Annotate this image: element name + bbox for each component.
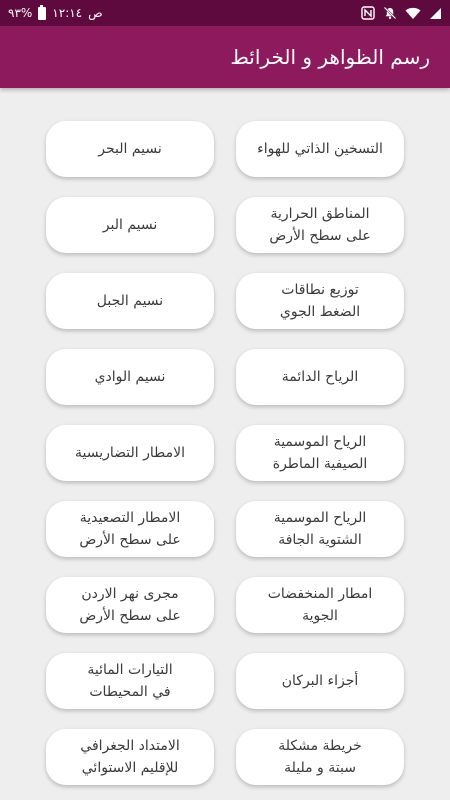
topic-button-r4[interactable]: الرياح الدائمة	[236, 349, 404, 405]
app-bar	[0, 26, 450, 88]
topic-button-r7[interactable]: امطار المنخفضات الجوية	[236, 577, 404, 633]
topic-button-r9[interactable]: خريطة مشكلة سبتة و مليلة	[236, 729, 404, 785]
topic-button-r5[interactable]: الرياح الموسمية الصيفية الماطرة	[236, 425, 404, 481]
topic-button-l8[interactable]: التيارات المائية في المحيطات	[46, 653, 214, 709]
battery-percent: %٩٣	[8, 6, 33, 20]
signal-icon	[429, 7, 442, 20]
topic-button-l2[interactable]: نسيم البر	[46, 197, 214, 253]
topic-button-r1[interactable]: التسخين الذاتي للهواء	[236, 121, 404, 177]
topic-button-l5[interactable]: الامطار التضاريسية	[46, 425, 214, 481]
topic-button-l3[interactable]: نسيم الجبل	[46, 273, 214, 329]
topic-button-r6[interactable]: الرياح الموسمية الشتوية الجافة	[236, 501, 404, 557]
page-title: رسم الظواهر و الخرائط	[230, 45, 430, 69]
topic-button-r2[interactable]: المناطق الحرارية على سطح الأرض	[236, 197, 404, 253]
status-left	[8, 6, 103, 20]
topic-button-r8[interactable]: أجزاء البركان	[236, 653, 404, 709]
topic-button-l6[interactable]: الامطار التصعيدية على سطح الأرض	[46, 501, 214, 557]
nfc-icon	[361, 6, 375, 20]
topic-button-l4[interactable]: نسيم الوادي	[46, 349, 214, 405]
topic-button-l1[interactable]: نسيم البحر	[46, 121, 214, 177]
status-icons	[361, 6, 442, 20]
clock: ١٢:١٤	[52, 6, 83, 20]
wifi-icon	[405, 7, 421, 20]
topic-button-r3[interactable]: توزيع نطاقات الضغط الجوي	[236, 273, 404, 329]
notifications-off-icon	[383, 6, 397, 20]
topic-button-l7[interactable]: مجرى نهر الاردن على سطح الأرض	[46, 577, 214, 633]
topic-button-l9[interactable]: الامتداد الجغرافي للإقليم الاستوائي	[46, 729, 214, 785]
ampm-indicator: ص	[88, 6, 103, 20]
status-bar	[0, 0, 450, 26]
battery-icon	[38, 7, 46, 20]
